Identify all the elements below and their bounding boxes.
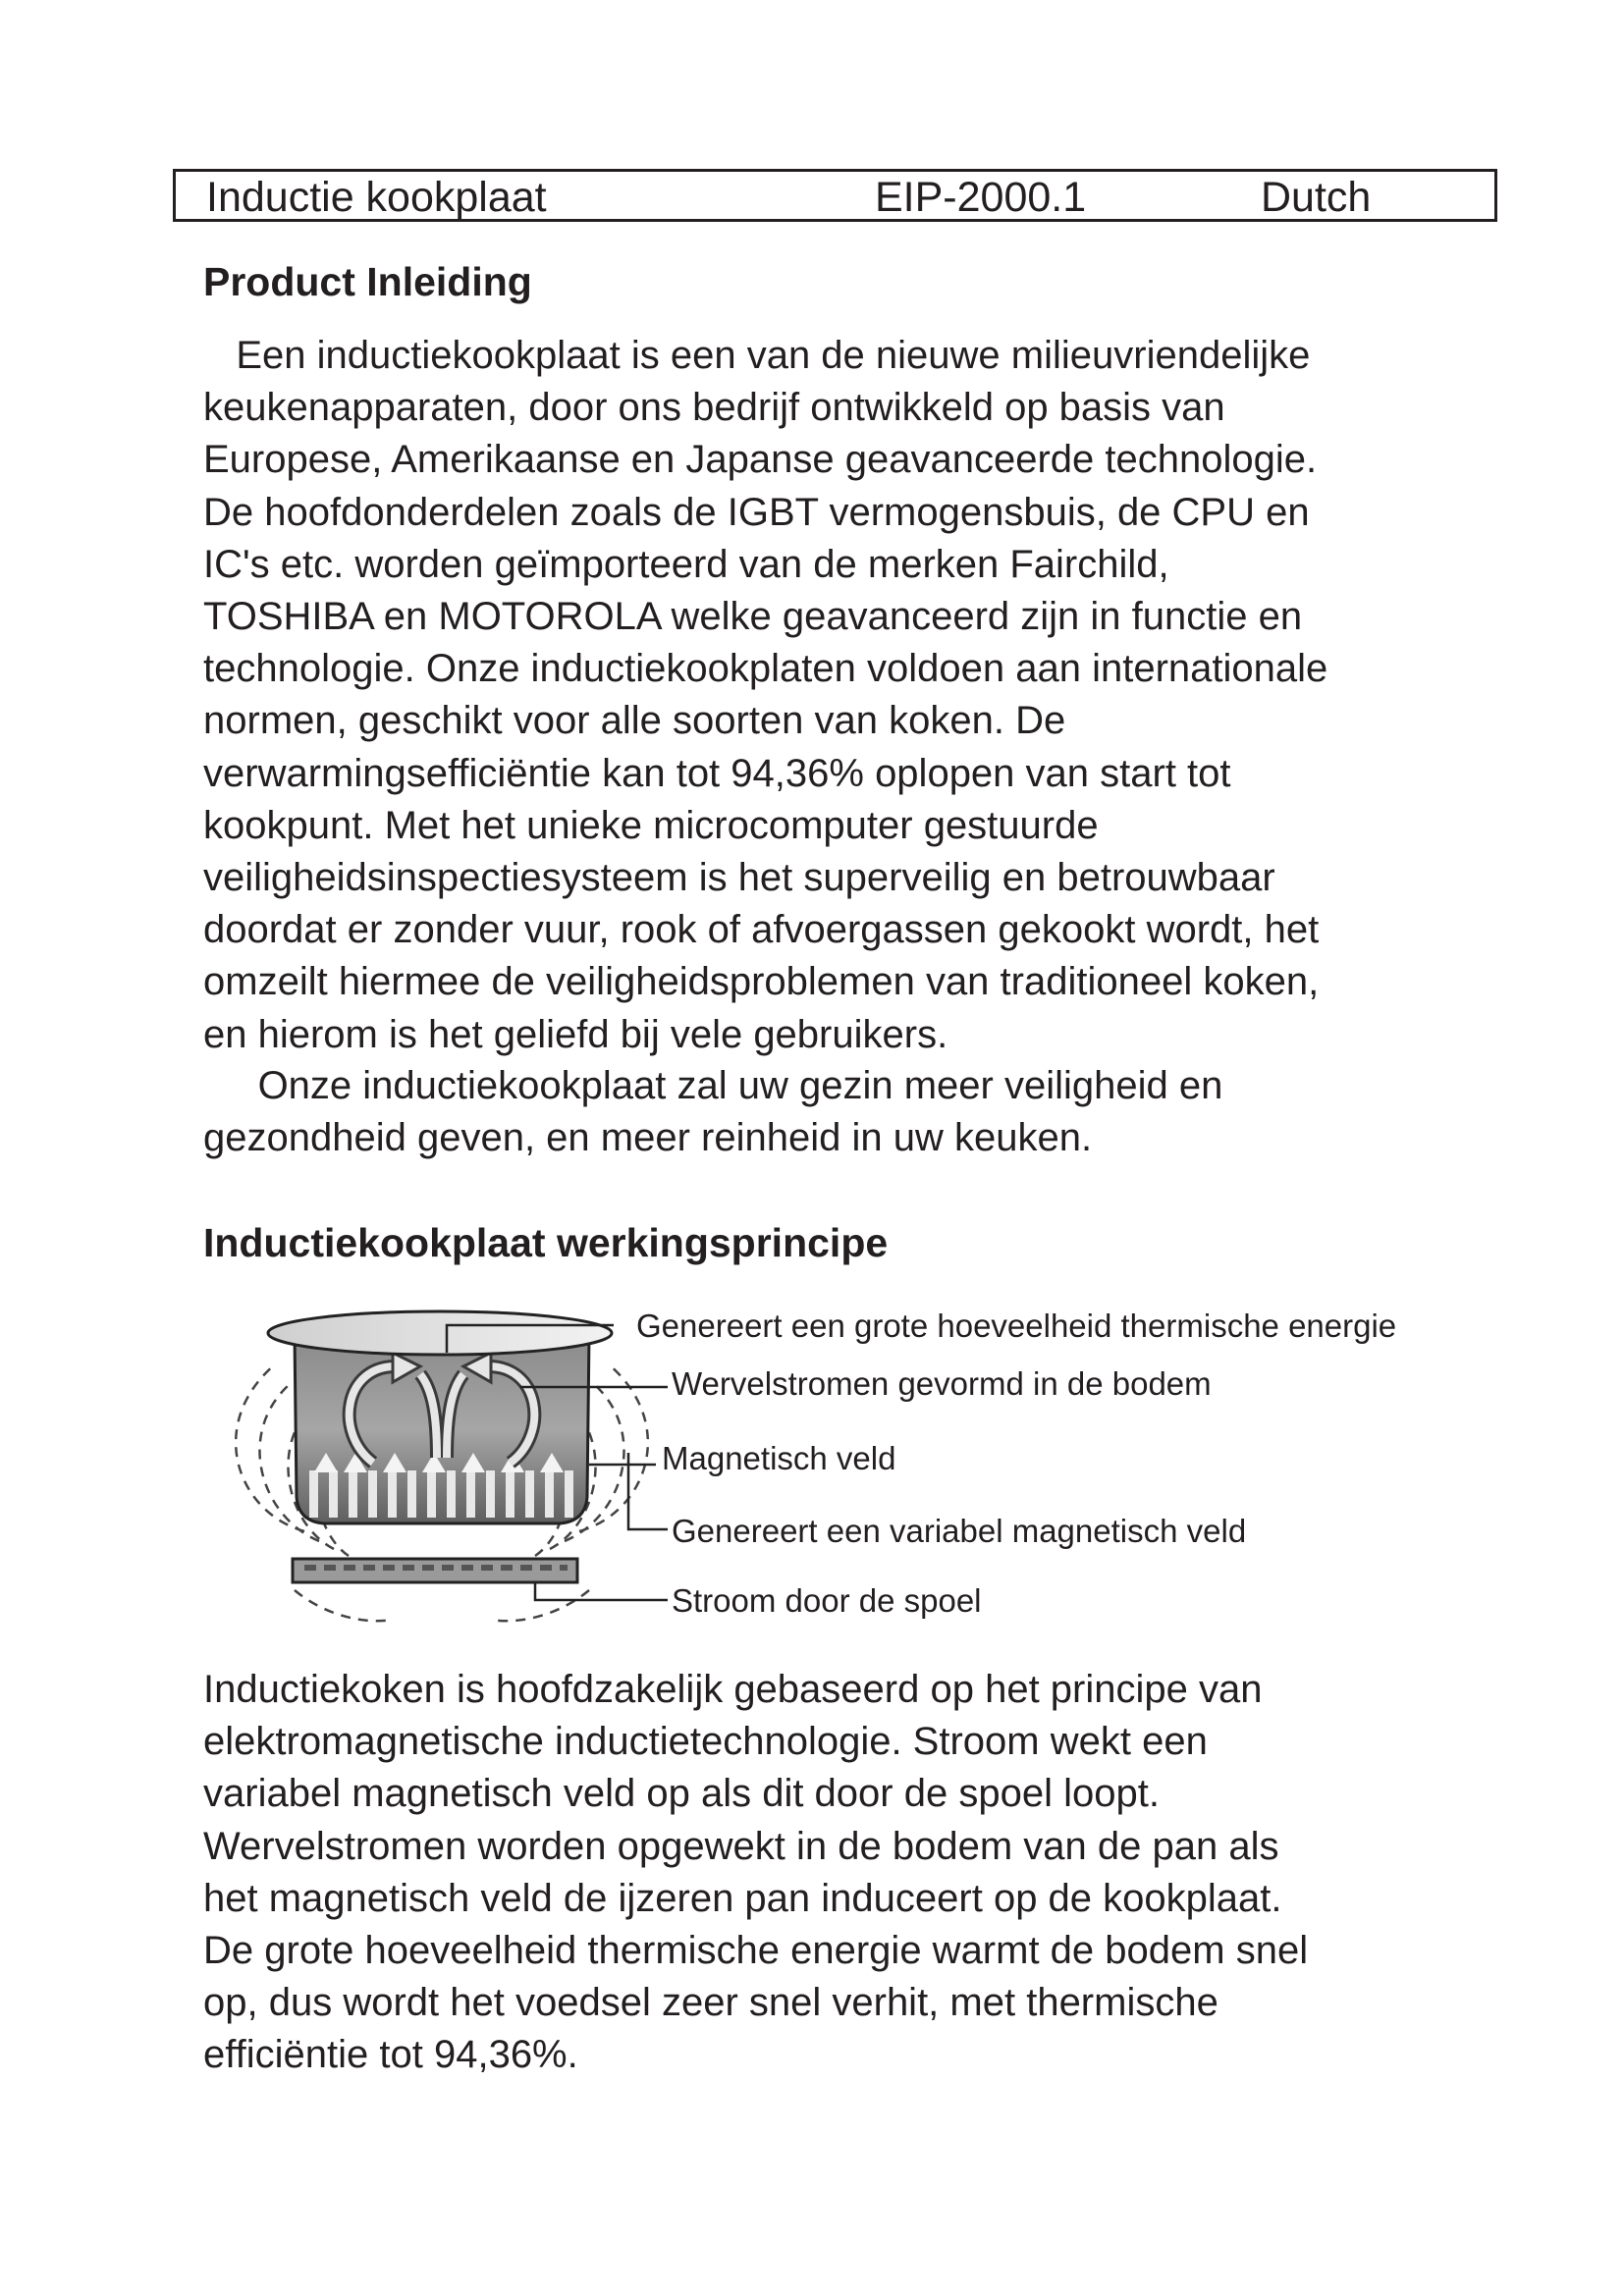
- text-line: efficiëntie tot 94,36%.: [203, 2033, 578, 2077]
- induction-diagram: [196, 1296, 1473, 1649]
- header-title: Inductie kookplaat: [206, 174, 547, 221]
- text-line: variabel magnetisch veld op als dit door de spoel loopt.: [203, 1772, 1160, 1816]
- pot-rim: [268, 1311, 612, 1355]
- text-line: kookpunt. Met het unieke microcomputer gestuurde: [203, 803, 1099, 847]
- text-line: het magnetisch veld de ijzeren pan induceert op de kookplaat.: [203, 1876, 1282, 1920]
- header-language: Dutch: [1261, 174, 1372, 221]
- text-line: verwarmingsefficiëntie kan tot 94,36% oplopen van start tot: [203, 751, 1231, 795]
- text-line: omzeilt hiermee de veiligheidsproblemen van traditioneel koken,: [203, 960, 1320, 1004]
- diagram-label-thermal-energy: Genereert een grote hoeveelheid thermische energie: [636, 1308, 1397, 1344]
- diagram-label-eddy-currents: Wervelstromen gevormd in de bodem: [672, 1365, 1212, 1402]
- header-model: EIP-2000.1: [875, 174, 1087, 221]
- text-line: keukenapparaten, door ons bedrijf ontwikkeld op basis van: [203, 386, 1225, 430]
- text-line: veiligheidsinspectiesysteem is het superveilig en betrouwbaar: [203, 856, 1275, 900]
- text-line: normen, geschikt voor alle soorten van koken. De: [203, 699, 1066, 743]
- text-line: De hoofdonderdelen zoals de IGBT vermogensbuis, de CPU en: [203, 490, 1310, 534]
- text-line: Europese, Amerikaanse en Japanse geavanceerde technologie.: [203, 438, 1318, 482]
- diagram-label-variable-field: Genereert een variabel magnetisch veld: [672, 1513, 1247, 1549]
- text-line: elektromagnetische inductietechnologie. Stroom wekt een: [203, 1720, 1208, 1764]
- text-line: De grote hoeveelheid thermische energie warmt de bodem snel: [203, 1929, 1309, 1973]
- text-line: Inductiekoken is hoofdzakelijk gebaseerd op het principe van: [203, 1668, 1263, 1711]
- principle-paragraph: [203, 1664, 1480, 2082]
- text-line: technologie. Onze inductiekookplaten voldoen aan internationale: [203, 647, 1328, 691]
- intro-paragraph-2: [203, 1060, 1480, 1164]
- intro-paragraph-1: [203, 330, 1480, 1061]
- text-line: en hierom is het geliefd bij vele gebruikers.: [203, 1012, 948, 1056]
- section-heading-product-intro: Product Inleiding: [203, 259, 532, 304]
- text-line: Een inductiekookplaat is een van de nieuwe milieuvriendelijke: [203, 334, 1311, 377]
- text-line: Wervelstromen worden opgewekt in de bodem van de pan als: [203, 1824, 1279, 1868]
- section-heading-working-principle: Inductiekookplaat werkingsprincipe: [203, 1220, 889, 1265]
- text-line: Onze inductiekookplaat zal uw gezin meer veiligheid en: [203, 1064, 1223, 1107]
- document-header: [173, 169, 1497, 222]
- text-line: IC's etc. worden geïmporteerd van de merken Fairchild,: [203, 542, 1169, 586]
- text-line: gezondheid geven, en meer reinheid in uw keuken.: [203, 1116, 1093, 1160]
- text-line: op, dus wordt het voedsel zeer snel verhit, met thermische: [203, 1981, 1218, 2025]
- text-line: TOSHIBA en MOTOROLA welke geavanceerd zijn in functie en: [203, 595, 1303, 639]
- diagram-label-magnetic-field: Magnetisch veld: [662, 1440, 896, 1476]
- text-line: doordat er zonder vuur, rook of afvoergassen gekookt wordt, het: [203, 908, 1320, 952]
- diagram-label-coil-current: Stroom door de spoel: [672, 1582, 982, 1619]
